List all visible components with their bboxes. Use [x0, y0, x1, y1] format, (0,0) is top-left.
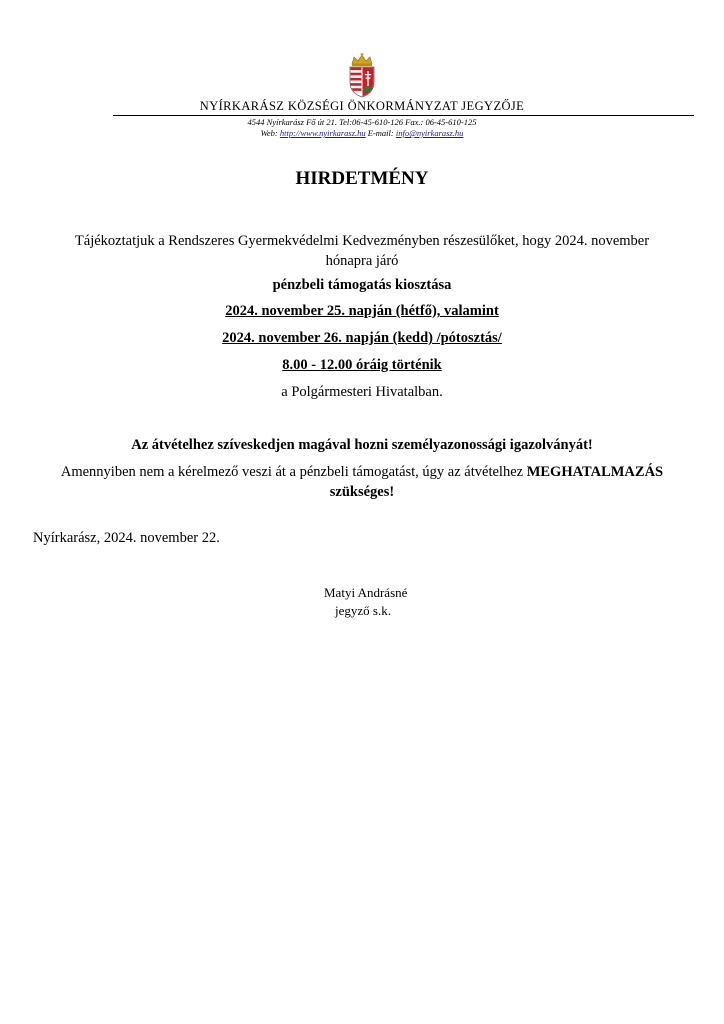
email-link[interactable]: info@nyirkarasz.hu: [395, 128, 464, 138]
subject-line: pénzbeli támogatás kiosztása: [272, 277, 452, 293]
place-date: Nyírkarász, 2024. november 22.: [33, 530, 220, 546]
page-title: HIRDETMÉNY: [295, 168, 429, 189]
intro-line-2: hónapra járó: [325, 253, 399, 269]
intro-line-1: Tájékoztatjuk a Rendszeres Gyermekvédelmi Kedvezményben részesülőket, hogy 2024. november: [74, 233, 650, 249]
coat-of-arms-icon: [345, 52, 379, 98]
web-email-line: [0, 128, 724, 139]
proxy-paragraph: [40, 462, 684, 502]
header-divider: [113, 115, 694, 116]
date-line-1: 2024. november 25. napján (hétfő), valamint: [225, 303, 499, 319]
proxy-bold: MEGHATALMAZÁS: [526, 464, 664, 480]
signature-name: Matyi Andrásné: [324, 585, 408, 600]
web-link[interactable]: http://www.nyirkarasz.hu: [279, 128, 366, 138]
date-line-2: 2024. november 26. napján (kedd) /pótosztás/: [222, 330, 502, 346]
signature-role: jegyző s.k.: [335, 603, 391, 618]
web-label: Web:: [260, 128, 278, 138]
time-line: 8.00 - 12.00 óráig történik: [282, 357, 442, 373]
place-line: a Polgármesteri Hivatalban.: [281, 384, 443, 400]
proxy-end: szükséges!: [329, 484, 395, 500]
proxy-text: Amennyiben nem a kérelmező veszi át a pénzbeli támogatást, úgy az átvételhez: [60, 464, 524, 480]
org-name: NYÍRKARÁSZ KÖZSÉGI ÖNKORMÁNYZAT JEGYZŐJE: [199, 99, 525, 113]
intro-paragraph: [40, 231, 684, 271]
email-label: E-mail:: [367, 128, 394, 138]
header-contact: [0, 117, 724, 139]
id-notice: Az átvételhez szíveskedjen magával hozni személyazonossági igazolványát!: [131, 437, 593, 453]
address-line: 4544 Nyírkarász Fő út 21. Tel:06-45-610-126 Fax.: 06-45-610-125: [247, 117, 477, 127]
